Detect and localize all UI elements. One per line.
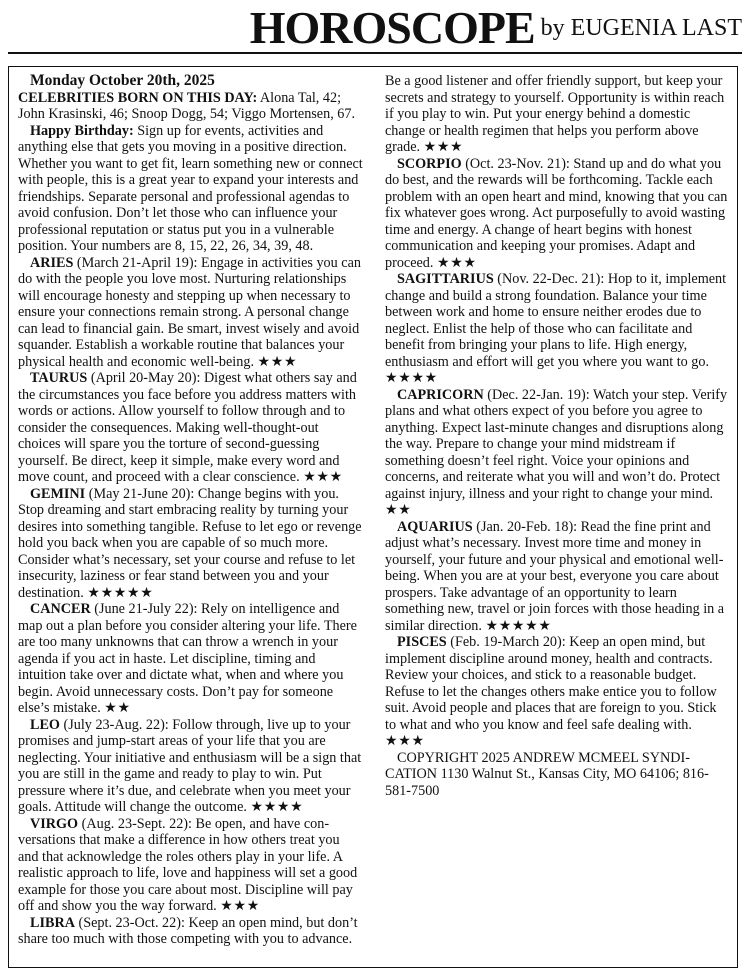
star-rating: ★★★	[220, 898, 260, 914]
sign-text: Read the fine print and adjust what’s necessary. Invest more time and money in yourself, your future and your physical and emotional well-being. When you are at your best, everyone you care about prospers. Take advantage of an opportunity to learn something new, travel or join forces with those heading in a similar direction.	[385, 518, 725, 634]
sign-dates: (Oct. 23-Nov. 21):	[461, 155, 574, 172]
sign-name: LEO	[30, 716, 60, 733]
sign-name: CAPRICORN	[397, 386, 484, 403]
sign-text: Rely on intelligence and map out a plan before you consider altering your life. There are too many unknowns that can throw a wrench in your agenda if you act in haste. Let discipline, timing and intuition take over and dictate what, when and where you begin. Avoid unnecessary costs. Don’t pay for someone else’s mistake.	[18, 601, 357, 716]
sign-dates: (Dec. 22-Jan. 19):	[483, 386, 593, 403]
sign-sagittarius	[385, 271, 730, 387]
sign-capricorn	[385, 387, 730, 519]
sign-name: CANCER	[30, 601, 91, 617]
sign-dates: (April 20-May 20):	[87, 370, 204, 386]
sign-dates: (Feb. 19-March 20):	[446, 634, 570, 650]
sign-gemini	[18, 486, 363, 602]
sign-name: VIRGO	[30, 815, 79, 832]
sign-dates: (Aug. 23-Sept. 22):	[78, 815, 196, 832]
sign-dates: (Jan. 20-Feb. 18):	[472, 518, 581, 535]
sign-text: Follow through, live up to your promises and jump-start areas of your life that you are neglecting. Your initiative and enthusiasm will be a sign that you are still in the game and ready to play to win. Put pressure where it’s due, and celebrate when you meet your goals. Attitude will change the outcome.	[18, 716, 362, 815]
star-rating: ★★★	[303, 469, 343, 485]
sign-aries	[18, 255, 363, 371]
sign-name: TAURUS	[30, 370, 88, 386]
sign-name: LIBRA	[30, 914, 75, 931]
star-rating: ★★★	[257, 353, 298, 370]
celebrities-text: Alona Tal, 42; John Krasinski, 46; Snoop Dogg, 54; Viggo Mortensen, 67.	[18, 89, 356, 122]
birthday-text: Sign up for events, activities and anything else that gets you moving in a positive direction. Whether you want to get fit, learn something new or connect with people, this is a great year to expand your interests and friendships. Separate personal and professional agendas to avoid confusion. Don’t let those who can influence your professional reputation or status put you in a vulnerable position. Your numbers are 8, 15, 22, 26, 34, 39, 48.	[18, 122, 363, 254]
star-rating: ★★★★★	[87, 584, 154, 601]
sign-name: PISCES	[397, 634, 447, 650]
sign-text: Keep an open mind, but don’t share too much with those competing with you to advance. Be a good listener and offer friendly support, but keep your secrets and strategy to yourself. Opportunity is within reach if you play to win. Put your energy behind a domestic change or health regimen that helps you perform above grade.	[18, 73, 725, 947]
sign-text: Stand up and do what you do best, and the rewards will be forthcoming. Tackle each problem with an open heart and mind, knowing that you can fix whatever goes wrong. Act purposefully to avoid wasting time and energy. A change of heart begins with honest communication and keeping your promises. Adapt and proceed.	[385, 155, 728, 271]
sign-name: ARIES	[30, 254, 74, 271]
page-title: HOROSCOPE	[249, 2, 535, 53]
star-rating: ★★	[385, 502, 412, 518]
sign-dates: (July 23-Aug. 22):	[59, 716, 173, 733]
birthday-label: Happy Birthday:	[30, 122, 134, 139]
star-rating: ★★★	[423, 139, 464, 155]
sign-name: GEMINI	[30, 485, 86, 502]
sign-dates: (Sept. 23-Oct. 22):	[74, 914, 189, 931]
sign-virgo	[18, 816, 363, 915]
sign-name: AQUARIUS	[397, 518, 473, 535]
sign-aquarius	[385, 519, 730, 635]
sign-scorpio	[385, 156, 730, 272]
sign-text: Engage in activities you can do with the people you love most. Nurturing relationships will encourage honesty and stepping up when necessary to ensure your connections remain strong. A personal change can lead to financial gain. Be smart, invest wisely and avoid squander. Establish a workable routine that balances your physical health and economic well-being.	[18, 254, 361, 370]
masthead	[8, 4, 742, 54]
sign-pisces	[385, 634, 730, 750]
date-line: Monday October 20th, 2025	[30, 72, 215, 89]
sign-text: Hop to it, implement change and build a strong foundation. Balance your time between work and home to ensure neither erodes due to neglect. Enlist the help of those who can facilitate and benefit from bringing your plans to life. High energy, enthusiasm and effort will get you where you want to go.	[385, 271, 727, 370]
sign-text: Change begins with you. Stop dreaming and start embracing reality by turning your desires into something tangible. Refuse to let ego or revenge hold you back when you are capable of so much more. Consider what’s necessary, set your course and refuse to let insecurity, laziness or fear stand between you and your destination.	[18, 485, 362, 601]
star-rating: ★★★	[385, 733, 425, 749]
horoscope-columns	[18, 73, 730, 963]
byline: by EUGENIA LAST	[540, 15, 742, 41]
star-rating: ★★★★	[385, 370, 438, 386]
sign-dates: (May 21-June 20):	[85, 485, 198, 502]
sign-name: SAGITTARIUS	[397, 271, 494, 287]
horoscope-box	[8, 66, 738, 968]
celebrities-paragraph	[18, 90, 363, 123]
sign-dates: (March 21-April 19):	[73, 254, 202, 271]
sign-leo	[18, 717, 363, 816]
star-rating: ★★★★★	[485, 617, 552, 634]
sign-text: Be open, and have conversations that make a difference in how others treat you and that acknowledge the roles others play in your life. A realistic approach to life, love and happiness will set a good example for those you care about most. Discipline will pay off and show you the way forward.	[18, 815, 358, 914]
star-rating: ★★	[104, 700, 131, 716]
sign-cancer	[18, 601, 363, 717]
sign-dates: (Nov. 22-Dec. 21):	[493, 271, 608, 287]
birthday-paragraph	[18, 123, 363, 255]
sign-taurus	[18, 370, 363, 486]
star-rating: ★★★★	[250, 799, 304, 815]
sign-text: Watch your step. Verify plans and what others expect of you before you agree to anything. Expect last-minute changes and disruptions along the way. Prepare to change your mind midstream if something doesn’t feel right. Voice your opinions and concerns, and reiterate what you will and won’t do. Protect against injury, illness and your right to change your mind.	[385, 386, 728, 502]
sign-text: Digest what others say and the circumstances you face before you address matters with words or actions. Allow yourself to follow through and to consider the consequences. Making well-thought-out choices will spare you the torture of second-guessing yourself. Be direct, keep it simple, make every word and move count, and proceed with a clear conscience.	[18, 370, 357, 485]
copyright-notice: COPYRIGHT 2025 ANDREW MCMEEL SYNDICATION 1130 Walnut St., Kansas City, MO 64106; 816-581-7500	[385, 749, 709, 799]
sign-text: Keep an open mind, but implement discipline around money, health and contracts. Review your choices, and stick to a reasonable budget. Refuse to let the changes others make entice you to follow suit. Avoid people and places that are foreign to you. Stick to what and who you know and feel safe dealing with.	[385, 634, 717, 733]
celebrities-label: CELEBRITIES BORN ON THIS DAY:	[18, 89, 258, 106]
sign-name: SCORPIO	[397, 155, 462, 172]
sign-dates: (June 21-July 22):	[90, 601, 202, 617]
star-rating: ★★★	[437, 254, 477, 271]
